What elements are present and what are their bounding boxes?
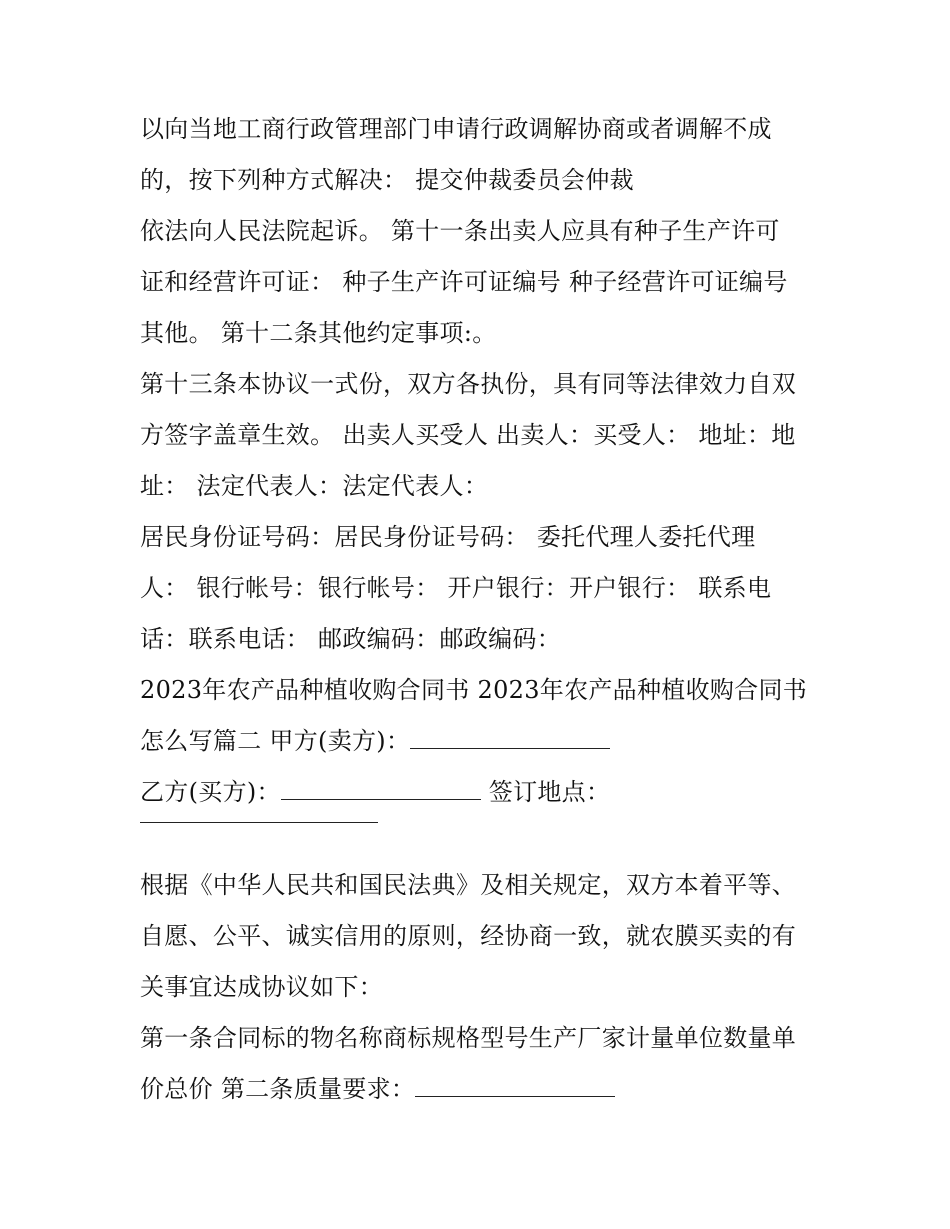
text-line: 方签字盖章生效。 出卖人买受人 出卖人：买受人： 地址：地 <box>140 421 796 449</box>
party-a-blank <box>410 728 610 749</box>
text-line: 话：联系电话： 邮政编码：邮政编码： <box>140 625 562 653</box>
sign-place-blank <box>140 822 378 823</box>
text-line: 的，按下列种方式解决： 提交仲裁委员会仲裁 <box>140 166 634 194</box>
text-line: 依法向人民法院起诉。 第十一条出卖人应具有种子生产许可 <box>140 217 780 245</box>
party-b-blank <box>281 779 481 800</box>
text-line: 证和经营许可证： 种子生产许可证编号 种子经营许可证编号 <box>140 268 788 296</box>
text-line: 2023年农产品种植收购合同书 2023年农产品种植收购合同书 <box>140 676 808 704</box>
text-line: 根据《中华人民共和国民法典》及相关规定，双方本着平等、 <box>140 871 797 899</box>
text-line: 人： 银行帐号：银行帐号： 开户银行：开户银行： 联系电 <box>140 574 772 602</box>
text-line: 以向当地工商行政管理部门申请行政调解协商或者调解不成 <box>140 115 772 143</box>
text-line: 第一条合同标的物名称商标规格型号生产厂家计量单位数量单 <box>140 1024 797 1052</box>
party-b-label: 乙方(买方)： <box>140 778 281 806</box>
text-line: 第十三条本协议一式份，双方各执份，具有同等法律效力自双 <box>140 370 797 398</box>
text-line: 其他。 第十二条其他约定事项:。 <box>140 319 497 347</box>
quality-label: 价总价 第二条质量要求： <box>140 1075 416 1103</box>
text-line: 居民身份证号码：居民身份证号码： 委托代理人委托代理 <box>140 523 756 551</box>
quality-line <box>140 1074 615 1104</box>
party-b-line <box>140 777 610 807</box>
text-line: 址： 法定代表人：法定代表人： <box>140 472 489 500</box>
quality-blank <box>415 1076 615 1097</box>
text-line: 自愿、公平、诚实信用的原则，经协商一致，就农膜买卖的有 <box>140 922 797 950</box>
text-line: 关事宜达成协议如下： <box>140 973 383 1001</box>
sign-place-label: 签订地点： <box>488 778 611 806</box>
party-a-line <box>140 726 610 756</box>
party-a-label: 怎么写篇二 甲方(卖方)： <box>140 727 411 755</box>
